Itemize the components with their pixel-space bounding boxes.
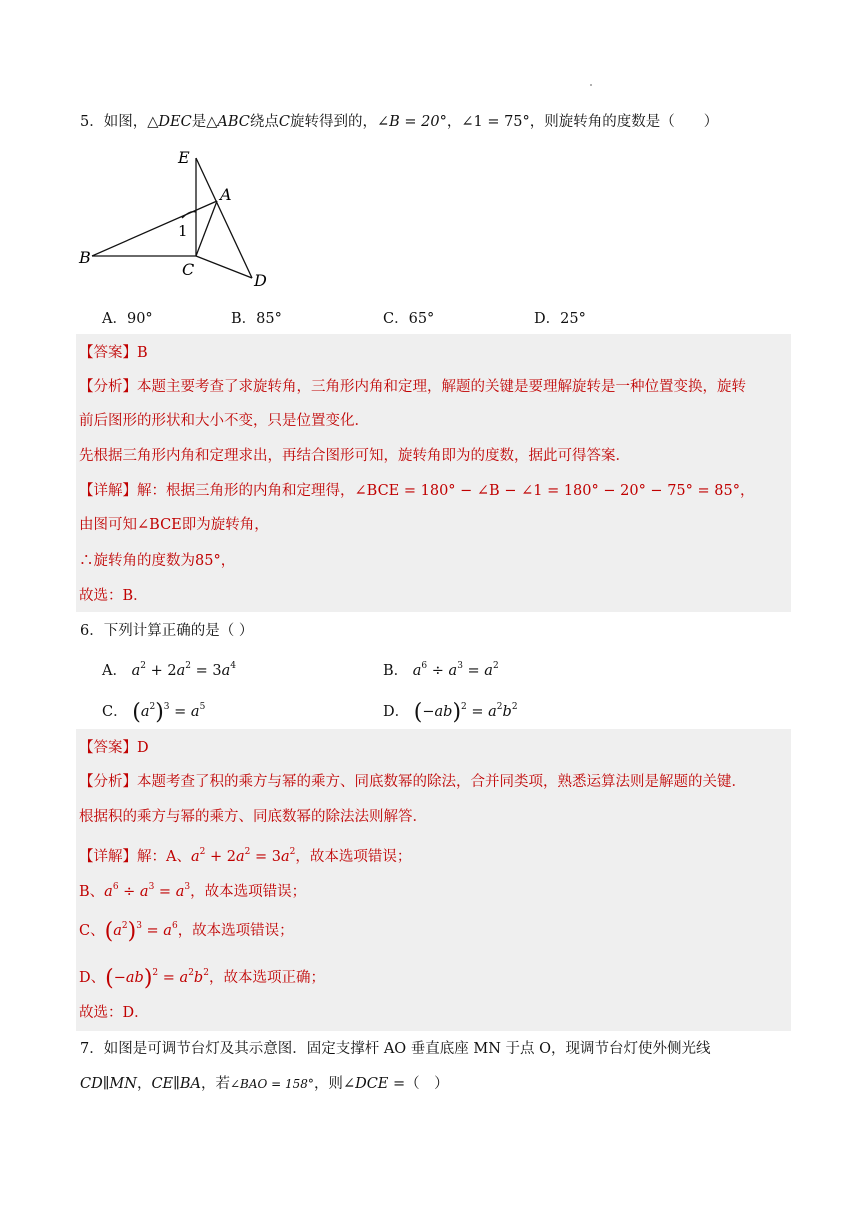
label-b: B [79, 248, 91, 267]
q6-detail-a: 【详解】解：A、$a^2 + 2a^2 = 3a^2$，故本选项错误； [79, 847, 412, 865]
label-e: E [178, 148, 190, 167]
segment-ba [92, 201, 217, 256]
q5-answer: 【答案】B [79, 345, 148, 361]
q6-option-c: C． $(a^2)^3 = a^5$ [102, 700, 206, 725]
q6-option-b: B． $a^6 \div a^3 = a^2$ [383, 661, 499, 679]
q5-option-c: C．65° [383, 311, 435, 327]
q5-option-d: D．25° [534, 311, 586, 327]
q6-option-a: A． $a^2 + 2a^2 = 3a^4$ [102, 661, 236, 679]
q6-detail-d: D、$(-ab)^2 = a^2b^2$，故本选项正确； [79, 966, 325, 991]
label-c: C [182, 260, 195, 279]
q5-detail-line3: ∴旋转角的度数为85°， [79, 553, 236, 569]
q5-solution-box [76, 334, 791, 612]
q6-analysis-line1: 【分析】本题考查了积的乘方与幂的乘方、同底数幂的除法，合并同类项，熟悉运算法则是解题的关键． [79, 774, 746, 790]
label-angle-1: 1 [178, 222, 188, 240]
q6-analysis-line2: 根据积的乘方与幂的乘方、同底数幂的除法法则解答． [79, 809, 427, 825]
q6-detail-b: B、$a^6 \div a^3 = a^3$，故本选项错误； [79, 882, 307, 900]
segment-ed [196, 158, 252, 278]
q7-stem-line1: 7．如图是可调节台灯及其示意图．固定支撑杆 AO 垂直底座 MN 于点 O，现调节台灯使外侧光线 [80, 1041, 711, 1057]
q6-detail-c: C、$(a^2)^3 = a^6$，故本选项错误； [79, 919, 294, 944]
label-d: D [254, 271, 267, 290]
q5-option-a: A．90° [102, 311, 153, 327]
q5-triangle-figure [72, 140, 282, 295]
q5-detail-line1: 【详解】解：根据三角形的内角和定理得，∠BCE = 180° − ∠B − ∠1 = 180° − 20° − 75° = 85°， [79, 483, 755, 499]
q6-option-d: D． $(-ab)^2 = a^2b^2$ [383, 700, 518, 725]
q5-detail-line2: 由图可知∠BCE即为旋转角， [79, 517, 269, 533]
q6-stem: 6．下列计算正确的是（ ） [80, 623, 254, 639]
q5-stem: 5．如图，△DEC是△ABC绕点C旋转得到的，∠B = 20°，∠1 = 75°，则旋转角的度数是（ ） [80, 114, 719, 130]
label-a: A [220, 185, 232, 204]
q6-solution-box [76, 729, 791, 1031]
q5-analysis-line3: 先根据三角形内角和定理求出，再结合图形可知，旋转角即为的度数，据此可得答案． [79, 448, 630, 464]
page-dot [590, 84, 592, 86]
q5-detail-line4: 故选：B． [79, 588, 148, 604]
q7-stem-line2: CD∥MN，CE∥BA，若∠BAO = 158°，则∠DCE =（ ） [80, 1076, 449, 1092]
q6-detail-end: 故选：D． [79, 1005, 149, 1021]
q5-analysis-line1: 【分析】本题主要考查了求旋转角，三角形内角和定理，解题的关键是要理解旋转是一种位置变换，旋转 [79, 379, 746, 395]
q6-answer: 【答案】D [79, 740, 149, 756]
q5-analysis-line2: 前后图形的形状和大小不变，只是位置变化． [79, 413, 369, 429]
q5-option-b: B．85° [231, 311, 282, 327]
